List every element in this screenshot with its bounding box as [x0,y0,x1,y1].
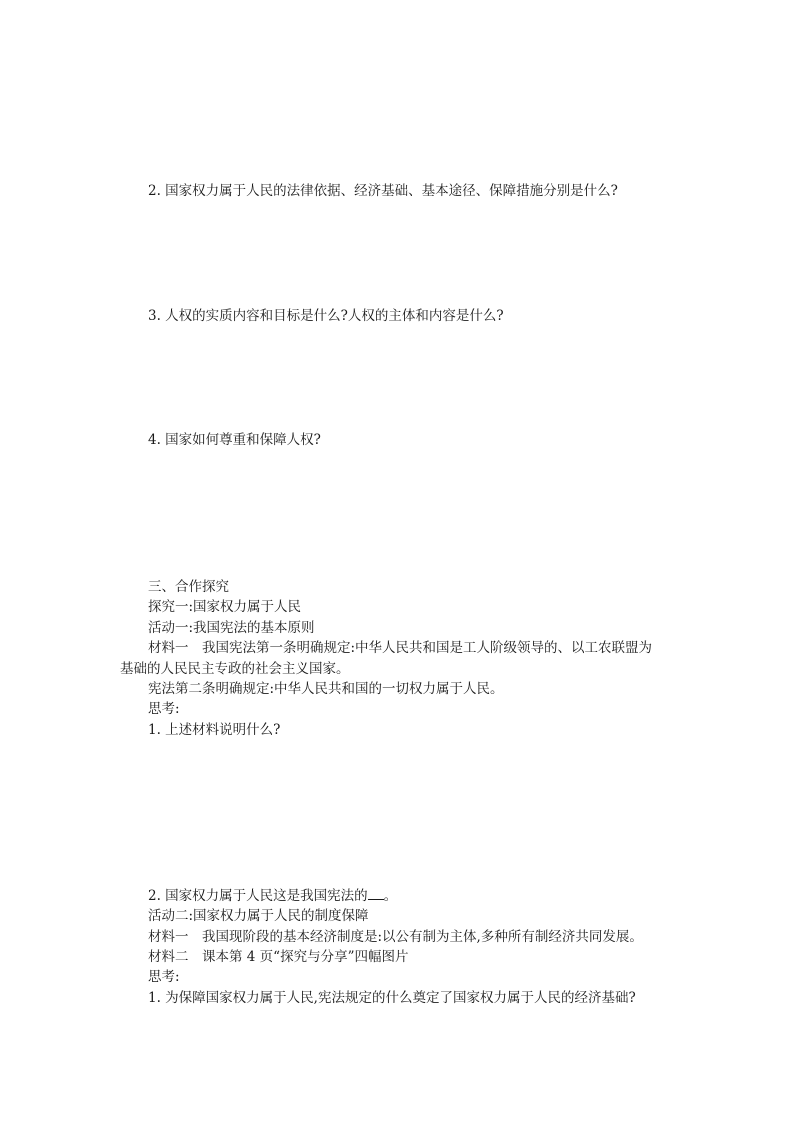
activity-1-question-2 [148,886,397,906]
activity-2-think-label: 思考: [148,969,180,985]
section-title: 三、合作探究 [148,579,229,595]
activity-1-question-2-suffix: 。 [383,888,398,904]
activity-1-question-2-prefix: 2. 国家权力属于人民这是我国宪法的 [148,888,368,904]
activity-1-title: 活动一:我国宪法的基本原则 [148,620,315,636]
activity-2-material-1: 材料一 我国现阶段的基本经济制度是:以公有制为主体,多种所有制经济共同发展。 [148,929,643,945]
activity-1-article-2: 宪法第二条明确规定:中华人民共和国的一切权力属于人民。 [148,681,504,697]
activity-1-question-1: 1. 上述材料说明什么? [148,722,281,738]
answer-blank[interactable] [368,886,384,900]
activity-1-material-1-line-1: 材料一 我国宪法第一条明确规定:中华人民共和国是工人阶级领导的、以工农联盟为 [148,640,653,656]
preview-question-3: 3. 人权的实质内容和目标是什么?人权的主体和内容是什么? [148,308,504,324]
activity-2-question-1: 1. 为保障国家权力属于人民,宪法规定的什么奠定了国家权力属于人民的经济基础? [148,990,636,1006]
activity-2-material-2: 材料二 课本第 4 页“探究与分享”四幅图片 [148,949,409,965]
preview-question-4: 4. 国家如何尊重和保障人权? [148,432,321,448]
preview-question-2: 2. 国家权力属于人民的法律依据、经济基础、基本途径、保障措施分别是什么? [148,183,618,199]
activity-2-title: 活动二:国家权力属于人民的制度保障 [148,908,369,924]
activity-1-think-label: 思考: [148,701,180,717]
inquiry-1-title: 探究一:国家权力属于人民 [148,599,302,615]
activity-1-material-1-line-2: 基础的人民民主专政的社会主义国家。 [120,661,350,677]
